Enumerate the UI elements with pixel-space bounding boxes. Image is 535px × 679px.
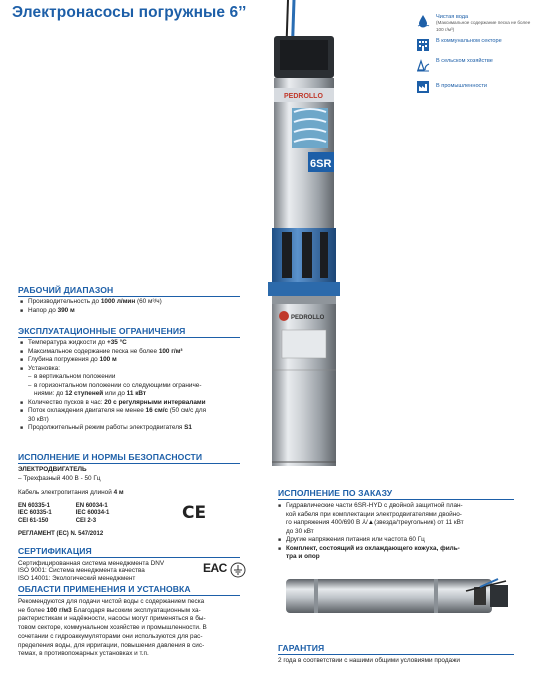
text-line: Рекомендуются для подачи чистой воды с содержанием песка xyxy=(18,598,205,605)
ground-symbol-icon xyxy=(230,562,246,578)
list-item: ■ Гидравлические части 6SR-HYD с двойной защитной план- xyxy=(278,502,528,511)
standards-table xyxy=(18,503,115,525)
list-item: ■ Напор до 390 м xyxy=(20,307,250,316)
page-title: Электронасосы погружные 6’’ xyxy=(12,4,247,21)
list-item: ниями: до 12 ступеней или до 11 кВт xyxy=(34,390,147,397)
text-line: товом секторе, коммунальном хозяйстве и промышленности. В xyxy=(18,624,207,632)
water-drop-icon xyxy=(416,14,430,28)
legend-item-civil xyxy=(416,38,531,54)
list-item: ■ Глубина погружения до 100 м xyxy=(20,356,260,365)
standard-item: EN 60034-1 xyxy=(75,503,108,509)
cable-line: Кабель электропитания длиной 4 м xyxy=(18,489,124,496)
eac-mark: EAC xyxy=(203,561,227,575)
list-item: ■ Комплект, состоящий из охлаждающего кожуха, филь- xyxy=(278,545,528,554)
ce-mark: CE xyxy=(182,503,207,523)
list-item: ■ Количество пусков в час: 20 с регулярными интервалами xyxy=(20,399,260,408)
section-title-applications: ОБЛАСТИ ПРИМЕНЕНИЯ И УСТАНОВКА xyxy=(18,584,191,594)
cooling-jacket-pump-image xyxy=(284,573,514,621)
list-item: ■ Другие напряжения питания или частота 60 Гц xyxy=(278,536,528,545)
section-divider xyxy=(18,296,240,297)
legend-item-clean-water xyxy=(416,14,531,30)
working-range-list xyxy=(20,298,250,315)
pump-brand: PEDROLLO xyxy=(284,93,323,100)
section-divider xyxy=(18,337,240,338)
pump-image xyxy=(248,0,368,470)
list-item: до 30 кВт xyxy=(286,527,314,535)
motor-line: – Трехфазный 400 В - 50 Гц xyxy=(18,475,101,482)
text-line: сочетании с гидроаккумуляторами они используются для рас- xyxy=(18,632,203,640)
section-title-warranty: ГАРАНТИЯ xyxy=(278,643,325,653)
list-item: ■ Установка: xyxy=(20,365,260,374)
building-icon xyxy=(416,38,430,52)
legend-label: Чистая вода (Максимальное содержание песка не более 100 г/м³) xyxy=(436,14,531,32)
list-item: го напряжения 400/690 В ⅄/▲(звезда/треугольник) от 11 кВт xyxy=(286,519,464,526)
section-divider xyxy=(18,595,240,596)
list-item: – в горизонтальном положении со следующими ограниче- xyxy=(20,382,260,391)
farm-icon xyxy=(416,58,430,72)
list-item: – в вертикальном положении xyxy=(20,373,260,382)
legend-item-industry xyxy=(416,80,531,96)
list-item: ■ Максимальное содержание песка не более 100 г/м³ xyxy=(20,348,260,357)
text-line: пределения воды, для ирригации, повышения давления в сис- xyxy=(18,641,205,649)
legend-label: В сельском хозяйстве xyxy=(436,58,493,64)
list-item: ■ Производительность до 1000 л/мин (60 м³/ч) xyxy=(20,298,250,307)
standard-item: CEI 61-150 xyxy=(18,517,49,524)
text-line: темах, в противопожарных установках и т.п. xyxy=(18,650,149,658)
warranty-text: 2 года в соответствии с нашими общими условиями продажи xyxy=(278,657,460,664)
list-item: кой кабеля при комплектации электродвигателями двойно- xyxy=(286,510,462,518)
section-title-on-request: ИСПОЛНЕНИЕ ПО ЗАКАЗУ xyxy=(278,488,393,498)
section-divider xyxy=(18,557,240,558)
list-item: тра и опор xyxy=(286,553,320,560)
certification-list xyxy=(18,560,178,582)
standard-item: IEC 60335-1 xyxy=(18,510,52,517)
standard-item: IEC 60034-1 xyxy=(75,510,110,517)
section-divider xyxy=(278,499,514,500)
section-title-working-range: РАБОЧИЙ ДИАПАЗОН xyxy=(18,285,114,295)
standard-item: EN 60335-1 xyxy=(18,503,51,509)
text-line: рактеристикам и надёжности, насосы могут применяться в бы- xyxy=(18,615,206,623)
certification-line: Сертифицированная система менеджмента DNV xyxy=(18,560,165,567)
motor-title: ЭЛЕКТРОДВИГАТЕЛЬ xyxy=(18,466,87,473)
list-item: ■ Поток охлаждения двигателя не менее 16 см/с (50 см/с для xyxy=(20,407,260,416)
pump-model: 6SR xyxy=(310,158,332,170)
factory-icon xyxy=(416,80,430,94)
legend-label: В коммунальном секторе xyxy=(436,38,502,44)
section-title-safety: ИСПОЛНЕНИЕ И НОРМЫ БЕЗОПАСНОСТИ xyxy=(18,452,203,462)
section-divider xyxy=(278,654,514,655)
section-title-limits: ЭКСПЛУАТАЦИОННЫЕ ОГРАНИЧЕНИЯ xyxy=(18,326,186,336)
applications-text xyxy=(18,598,273,659)
list-item: ■ Продолжительный режим работы электродвигателя S1 xyxy=(20,424,260,433)
list-item: ■ Температура жидкости до +35 °C xyxy=(20,339,260,348)
certification-line: ISO 14001: Экологический менеджмент xyxy=(18,574,136,582)
legend-item-agriculture xyxy=(416,58,531,74)
certification-line: ISO 9001: Система менеджмента качества xyxy=(18,567,145,575)
regulation-line: РЕГЛАМЕНТ (ЕС) N. 547/2012 xyxy=(18,531,104,537)
legend-label: В промышленности xyxy=(436,83,488,89)
list-item: 30 кВт) xyxy=(28,415,49,423)
section-divider xyxy=(18,463,240,464)
motor-brand: PEDROLLO xyxy=(291,315,325,321)
section-title-certification: СЕРТИФИКАЦИЯ xyxy=(18,546,92,556)
on-request-list xyxy=(278,502,528,562)
standard-item: CEI 2-3 xyxy=(75,517,97,524)
limits-list xyxy=(20,339,260,433)
text-line: не более 100 г/м3 Благодаря высоким эксплуатационным ха- xyxy=(18,606,201,614)
